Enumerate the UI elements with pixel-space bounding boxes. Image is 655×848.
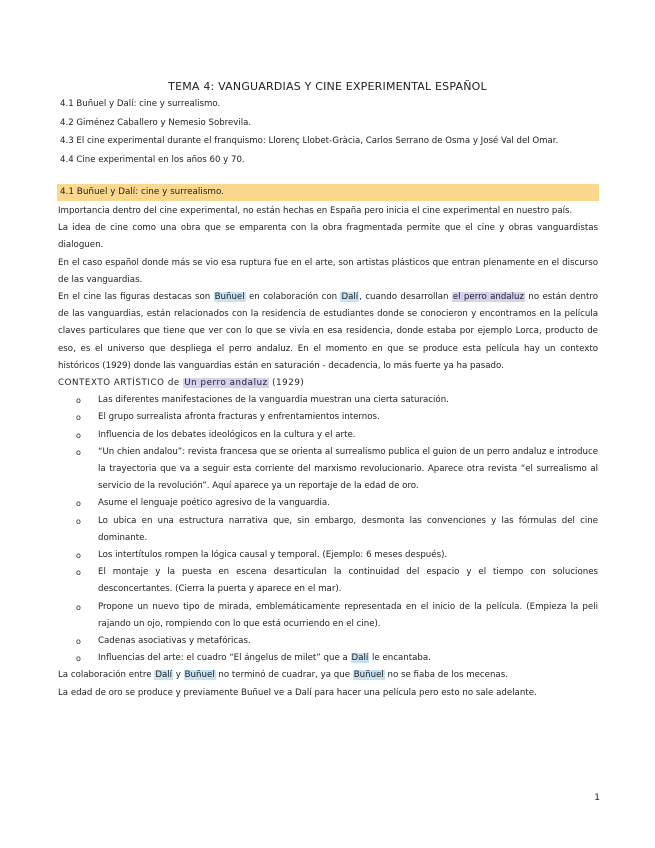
- document-body: [58, 203, 598, 702]
- text-run: En el cine las figuras destacas son: [58, 292, 214, 303]
- bullet-icon: o: [76, 396, 81, 406]
- highlight-bunuel: Buñuel: [184, 670, 215, 681]
- highlight-bunuel: Buñuel: [214, 292, 245, 303]
- highlight-perro-andaluz: Un perro andaluz: [184, 378, 268, 389]
- highlight-perro-andaluz: el perro andaluz: [452, 292, 524, 303]
- bullet-list: [58, 392, 598, 667]
- highlight-bunuel: Buñuel: [353, 670, 384, 681]
- bullet-icon: o: [76, 551, 81, 561]
- text-run: y: [173, 670, 184, 681]
- list-item-text: Cadenas asociativas y metafóricas.: [98, 636, 251, 647]
- highlight-dali: Dalí: [351, 653, 369, 664]
- text-run: Influencias del arte: el cuadro “El ángelus de milet” que a: [98, 653, 351, 664]
- toc-item: 4.4 Cine experimental en los años 60 y 70.: [60, 154, 245, 165]
- list-item: [76, 392, 598, 409]
- bullet-icon: o: [76, 413, 81, 423]
- paragraph: [58, 667, 598, 684]
- list-item: [76, 564, 598, 598]
- toc-item: 4.3 El cine experimental durante el franquismo: Llorenç Llobet-Gràcia, Carlos Serrano de Osma y José Val del Omar.: [60, 136, 559, 146]
- section-heading: 4.1 Buñuel y Dalí: cine y surrealismo.: [57, 184, 599, 201]
- bullet-icon: o: [76, 602, 81, 612]
- text-run: no están dentro de las vanguardias, están relacionados con la residencia de estudiantes donde se conocieron y encontramos en la película claves particulares que tiene que ver con lo que se vivía en esa residencia, donde estaba por ejemplo Lorca, producto de eso, es el universo que despliega el perro andaluz. En el momento en que se produce esta película hay un contexto históricos (1929) donde las vanguardias están en saturación - decadencia, lo más fuerte ya ha pasado.: [58, 292, 599, 371]
- list-item-text: Influencia de los debates ideológicos en la cultura y el arte.: [98, 429, 356, 440]
- text-run: le encantaba.: [369, 653, 431, 664]
- list-item-text: Las diferentes manifestaciones de la vanguardia muestran una cierta saturación.: [98, 395, 449, 406]
- toc-item: 4.1 Buñuel y Dalí: cine y surrealismo.: [60, 99, 221, 109]
- bullet-icon: o: [76, 654, 81, 664]
- highlight-dali: Dalí: [155, 670, 173, 681]
- text-run: (1929): [268, 378, 305, 389]
- list-item: [76, 427, 598, 444]
- text-run: no se fiaba de los mecenas.: [384, 670, 508, 681]
- bullet-icon: o: [76, 499, 81, 509]
- bullet-icon: o: [76, 447, 81, 457]
- text-run: en colaboración con: [245, 292, 341, 303]
- list-item-text: Propone un nuevo tipo de mirada, emblemáticamente representada en el inicio de la película. (Empieza la peli rajando un ojo, rompiendo con lo que está ocurriendo en el cine).: [98, 601, 598, 629]
- list-item: [76, 495, 598, 512]
- list-item: [76, 409, 598, 426]
- list-item-text: Lo ubica en una estructura narrativa que, sin embargo, desmonta las convenciones y las fórmulas del cine dominante.: [98, 515, 598, 543]
- page-number: 1: [594, 793, 600, 803]
- list-item-text: Asume el lenguaje poético agresivo de la vanguardia.: [98, 498, 330, 509]
- text-run: CONTEXTO ARTÍSTICO de: [58, 378, 184, 389]
- table-of-contents: [60, 95, 600, 169]
- paragraph: La idea de cine como una obra que se emparenta con la obra fragmentada permite que el cine y obras vanguardistas dialoguen.: [58, 223, 598, 251]
- paragraph: [58, 289, 598, 375]
- text-run: , cuando desarrollan: [359, 292, 452, 303]
- text-run: no terminó de cuadrar, ya que: [215, 670, 353, 681]
- paragraph: La edad de oro se produce y previamente Buñuel ve a Dalí para hacer una película pero esto no sale adelante.: [58, 687, 537, 698]
- context-heading: [58, 375, 598, 392]
- list-item-text: “Un chien andalou”: revista francesa que se orienta al surrealismo publica el guion de un perro andaluz e introduce la trayectoria que va a seguir esta corriente del marxismo revolucionario. Aparece otra revista “el surrealismo al servicio de la revolución”. Aquí aparece ya un reportaje de la edad de oro.: [98, 446, 598, 492]
- list-item: [76, 650, 598, 667]
- bullet-icon: o: [76, 568, 81, 578]
- list-item: [76, 444, 598, 496]
- paragraph: Importancia dentro del cine experimental, no están hechas en España pero inicia el cine experimental en nuestro país.: [58, 206, 573, 216]
- list-item-text: El grupo surrealista afronta fracturas y enfrentamientos internos.: [98, 412, 380, 423]
- list-item: [76, 599, 598, 633]
- bullet-icon: o: [76, 516, 81, 526]
- paragraph: En el caso español donde más se vio esa ruptura fue en el arte, son artistas plásticos que entran plenamente en el discurso de las vanguardias.: [58, 257, 598, 285]
- list-item-text: Los intertítulos rompen la lógica causal y temporal. (Ejemplo: 6 meses después).: [98, 550, 448, 561]
- list-item: [76, 633, 598, 650]
- toc-item: 4.2 Giménez Caballero y Nemesio Sobrevila.: [60, 117, 252, 128]
- list-item: [76, 513, 598, 547]
- bullet-icon: o: [76, 637, 81, 647]
- list-item-text: El montaje y la puesta en escena desarticulan la continuidad del espacio y el tiempo con soluciones desconcertantes. (Cierra la puerta y aparece en el mar).: [98, 567, 598, 595]
- bullet-icon: o: [76, 430, 81, 440]
- highlight-dali: Dalí: [341, 292, 359, 303]
- list-item: [76, 547, 598, 564]
- text-run: La colaboración entre: [58, 670, 155, 681]
- document-title: TEMA 4: VANGUARDIAS Y CINE EXPERIMENTAL ESPAÑOL: [168, 80, 487, 93]
